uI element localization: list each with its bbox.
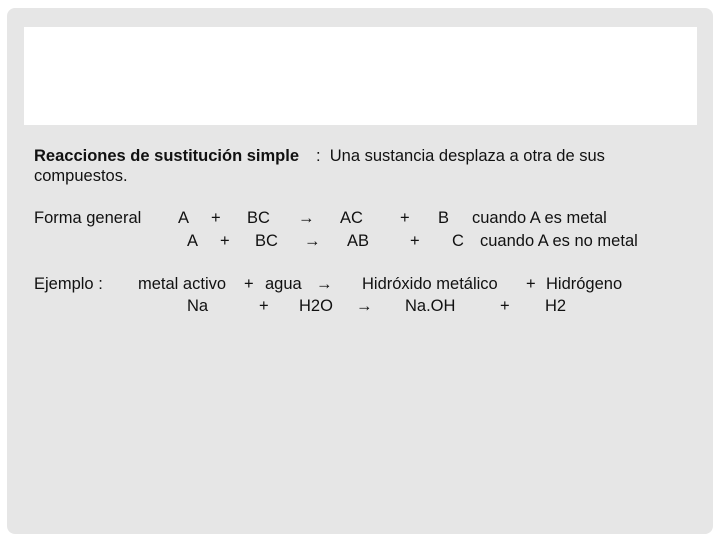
example-row1-product-1: Hidróxido metálico — [362, 275, 498, 293]
general-form-row1-plus-2: + — [400, 209, 410, 227]
example-row2-product-1: Na.OH — [405, 297, 456, 315]
general-form-row1-reactant-a: A — [178, 209, 190, 227]
general-form-row2-arrow: → — [304, 232, 321, 250]
general-form-row1-reactant-bc: BC — [247, 209, 270, 227]
example-row1-product-2: Hidrógeno — [546, 275, 623, 293]
example-row2-product-2: H2 — [545, 297, 567, 315]
example-row1-arrow: → — [316, 275, 333, 293]
general-form-row2-reactant-a: A — [187, 232, 199, 250]
example-row2-reactant-1: Na — [187, 297, 209, 315]
general-form-row2-plus-2: + — [410, 232, 420, 250]
general-form-row1-plus: + — [211, 209, 221, 227]
general-form-row1-product-ac: AC — [340, 209, 363, 227]
example-row2-arrow: → — [356, 297, 373, 315]
definition-term: Reacciones de sustitución simple — [34, 147, 299, 165]
general-form-row2-reactant-bc: BC — [255, 232, 278, 250]
general-form-row1-arrow: → — [298, 209, 315, 227]
general-form-row1-product-b: B — [438, 209, 450, 227]
general-form-label: Forma general — [34, 209, 142, 227]
example-row1-plus: + — [244, 275, 254, 293]
title-placeholder — [24, 27, 697, 125]
general-form-row2-condition: cuando A es no metal — [480, 232, 638, 250]
definition-text: : Una sustancia desplaza a otra de sus — [316, 147, 605, 165]
general-form-row2-plus: + — [220, 232, 230, 250]
general-form-row2-product-c: C — [452, 232, 464, 250]
example-label: Ejemplo : — [34, 275, 103, 293]
general-form-row2-product-ab: AB — [347, 232, 370, 250]
example-row2-plus: + — [259, 297, 269, 315]
example-row1-reactant-2: agua — [265, 275, 302, 293]
definition-text-continued: compuestos. — [34, 167, 128, 185]
example-row2-plus-2: + — [500, 297, 510, 315]
example-row1-reactant-1: metal activo — [138, 275, 227, 293]
example-row2-reactant-2: H2O — [299, 297, 333, 315]
example-row1-plus-2: + — [526, 275, 536, 293]
general-form-row1-condition: cuando A es metal — [472, 209, 607, 227]
